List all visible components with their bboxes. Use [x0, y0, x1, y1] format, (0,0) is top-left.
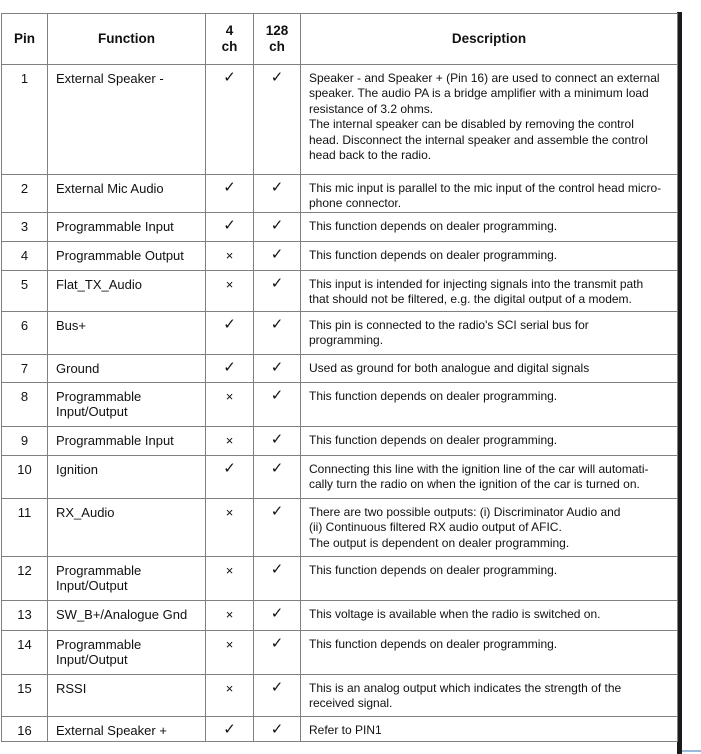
check-mark-ch128: ✓	[254, 426, 301, 455]
check-mark-ch128: ✓	[254, 354, 301, 382]
pin-function: Programmable Input	[48, 426, 206, 455]
description-line: that should not be filtered, e.g. the digital output of a modem.	[309, 292, 632, 307]
pin-description	[301, 630, 678, 674]
pin-number: 10	[2, 455, 48, 498]
pin-description	[301, 65, 678, 175]
table-row	[2, 311, 678, 354]
pin-description	[301, 556, 678, 600]
pin-description	[301, 212, 678, 241]
description-line: phone connector.	[309, 196, 402, 211]
pin-function: Programmable Input	[48, 212, 206, 241]
pin-function: External Mic Audio	[48, 175, 206, 213]
description-line: This function depends on dealer programming.	[309, 247, 558, 262]
header-128ch	[254, 14, 301, 65]
check-mark-ch128: ✓	[254, 175, 301, 213]
check-mark-ch128: ✓	[254, 455, 301, 498]
description-line: The internal speaker can be disabled by removing the control	[309, 117, 634, 132]
header-description: Description	[301, 14, 678, 65]
pin-description	[301, 311, 678, 354]
table-row	[2, 498, 678, 556]
pin-function: RSSI	[48, 674, 206, 716]
table-row	[2, 716, 678, 741]
check-mark-ch4: ✓	[206, 455, 254, 498]
pin-number: 7	[2, 354, 48, 382]
cross-mark-ch4: ×	[206, 270, 254, 311]
check-mark-ch128: ✓	[254, 212, 301, 241]
pin-number: 5	[2, 270, 48, 311]
pin-number: 11	[2, 498, 48, 556]
header-row	[2, 14, 678, 65]
cross-mark-ch4: ×	[206, 382, 254, 426]
pin-description	[301, 600, 678, 630]
pin-number: 12	[2, 556, 48, 600]
check-mark-ch128: ✓	[254, 382, 301, 426]
cross-mark-ch4: ×	[206, 556, 254, 600]
description-line: This function depends on dealer programming.	[309, 636, 558, 651]
description-line: This pin is connected to the radio's SCI serial bus for	[309, 317, 589, 332]
pin-number: 6	[2, 311, 48, 354]
pin-number: 13	[2, 600, 48, 630]
check-mark-ch4: ✓	[206, 175, 254, 213]
pin-number: 3	[2, 212, 48, 241]
check-mark-ch128: ✓	[254, 498, 301, 556]
table-row	[2, 65, 678, 175]
description-line: (ii) Continuous filtered RX audio output of AFIC.	[309, 520, 562, 535]
check-mark-ch128: ✓	[254, 674, 301, 716]
pin-function: Programmable Input/Output	[48, 556, 206, 600]
check-mark-ch128: ✓	[254, 241, 301, 270]
table-row	[2, 175, 678, 213]
cross-mark-ch4: ×	[206, 241, 254, 270]
pin-function: RX_Audio	[48, 498, 206, 556]
pin-function: Programmable Input/Output	[48, 382, 206, 426]
pin-number: 4	[2, 241, 48, 270]
pin-description	[301, 270, 678, 311]
cross-mark-ch4: ×	[206, 600, 254, 630]
table-row	[2, 212, 678, 241]
table-row	[2, 455, 678, 498]
pin-description	[301, 716, 678, 741]
pin-number: 14	[2, 630, 48, 674]
header-4ch-line2: ch	[221, 39, 238, 54]
pin-function-table	[1, 13, 678, 742]
header-128ch-line1: 128	[265, 23, 289, 38]
check-mark-ch128: ✓	[254, 716, 301, 741]
description-line: This function depends on dealer programming.	[309, 432, 558, 447]
pin-number: 8	[2, 382, 48, 426]
pin-function: Programmable Output	[48, 241, 206, 270]
description-line: The output is dependent on dealer programming.	[309, 535, 570, 550]
pin-description	[301, 241, 678, 270]
header-4ch-line1: 4	[225, 23, 234, 38]
description-line: received signal.	[309, 696, 393, 711]
pin-function: SW_B+/Analogue Gnd	[48, 600, 206, 630]
pin-number: 16	[2, 716, 48, 741]
description-line: This mic input is parallel to the mic input of the control head micro-	[309, 181, 662, 195]
table-row	[2, 270, 678, 311]
pin-number: 1	[2, 65, 48, 175]
table-row	[2, 674, 678, 716]
description-line: This function depends on dealer programming.	[309, 218, 558, 233]
header-pin: Pin	[2, 14, 48, 65]
header-128ch-line2: ch	[269, 39, 285, 54]
description-line: Refer to PIN1	[309, 722, 382, 737]
table-row	[2, 556, 678, 600]
pin-function: External Speaker +	[48, 716, 206, 741]
table-row	[2, 241, 678, 270]
page-bottom-rule	[682, 750, 701, 752]
description-line: programming.	[309, 333, 384, 348]
check-mark-ch128: ✓	[254, 65, 301, 175]
description-line: This function depends on dealer programming.	[309, 388, 558, 403]
pin-function: Ignition	[48, 455, 206, 498]
pin-description	[301, 674, 678, 716]
pin-description	[301, 455, 678, 498]
pin-description	[301, 175, 678, 213]
check-mark-ch4: ✓	[206, 65, 254, 175]
description-line: Connecting this line with the ignition line of the car will automati-	[309, 461, 649, 476]
description-line: speaker. The audio PA is a bridge amplifier with a minimum load	[309, 86, 649, 101]
description-line: Used as ground for both analogue and digital signals	[309, 360, 590, 375]
description-line: head. Disconnect the internal speaker and assemble the control	[309, 132, 648, 147]
header-function: Function	[48, 14, 206, 65]
description-line: Speaker - and Speaker + (Pin 16) are used to connect an external	[309, 71, 660, 85]
check-mark-ch4: ✓	[206, 212, 254, 241]
description-line: This input is intended for injecting signals into the transmit path	[309, 276, 644, 291]
pin-number: 15	[2, 674, 48, 716]
check-mark-ch4: ✓	[206, 354, 254, 382]
description-line: This function depends on dealer programming.	[309, 562, 558, 577]
pin-description	[301, 498, 678, 556]
cross-mark-ch4: ×	[206, 674, 254, 716]
check-mark-ch128: ✓	[254, 556, 301, 600]
pin-function: External Speaker -	[48, 65, 206, 175]
description-line: resistance of 3.2 ohms.	[309, 101, 434, 116]
cross-mark-ch4: ×	[206, 498, 254, 556]
pin-function: Ground	[48, 354, 206, 382]
check-mark-ch4: ✓	[206, 311, 254, 354]
description-line: cally turn the radio on when the ignition of the car is turned on.	[309, 477, 640, 492]
table-row	[2, 382, 678, 426]
pin-function: Flat_TX_Audio	[48, 270, 206, 311]
check-mark-ch4: ✓	[206, 716, 254, 741]
check-mark-ch128: ✓	[254, 270, 301, 311]
check-mark-ch128: ✓	[254, 630, 301, 674]
table-row	[2, 354, 678, 382]
pin-function: Bus+	[48, 311, 206, 354]
cross-mark-ch4: ×	[206, 630, 254, 674]
pin-description	[301, 426, 678, 455]
pin-description	[301, 382, 678, 426]
table-row	[2, 600, 678, 630]
description-line: This voltage is available when the radio is switched on.	[309, 606, 601, 621]
cross-mark-ch4: ×	[206, 426, 254, 455]
pin-function: Programmable Input/Output	[48, 630, 206, 674]
check-mark-ch128: ✓	[254, 600, 301, 630]
pin-number: 2	[2, 175, 48, 213]
description-line: This is an analog output which indicates the strength of the	[309, 680, 622, 695]
description-line: head back to the radio.	[309, 148, 432, 163]
description-line: There are two possible outputs: (i) Discriminator Audio and	[309, 504, 621, 519]
table-row	[2, 426, 678, 455]
check-mark-ch128: ✓	[254, 311, 301, 354]
header-4ch	[206, 14, 254, 65]
pin-number: 9	[2, 426, 48, 455]
pin-description	[301, 354, 678, 382]
table-row	[2, 630, 678, 674]
